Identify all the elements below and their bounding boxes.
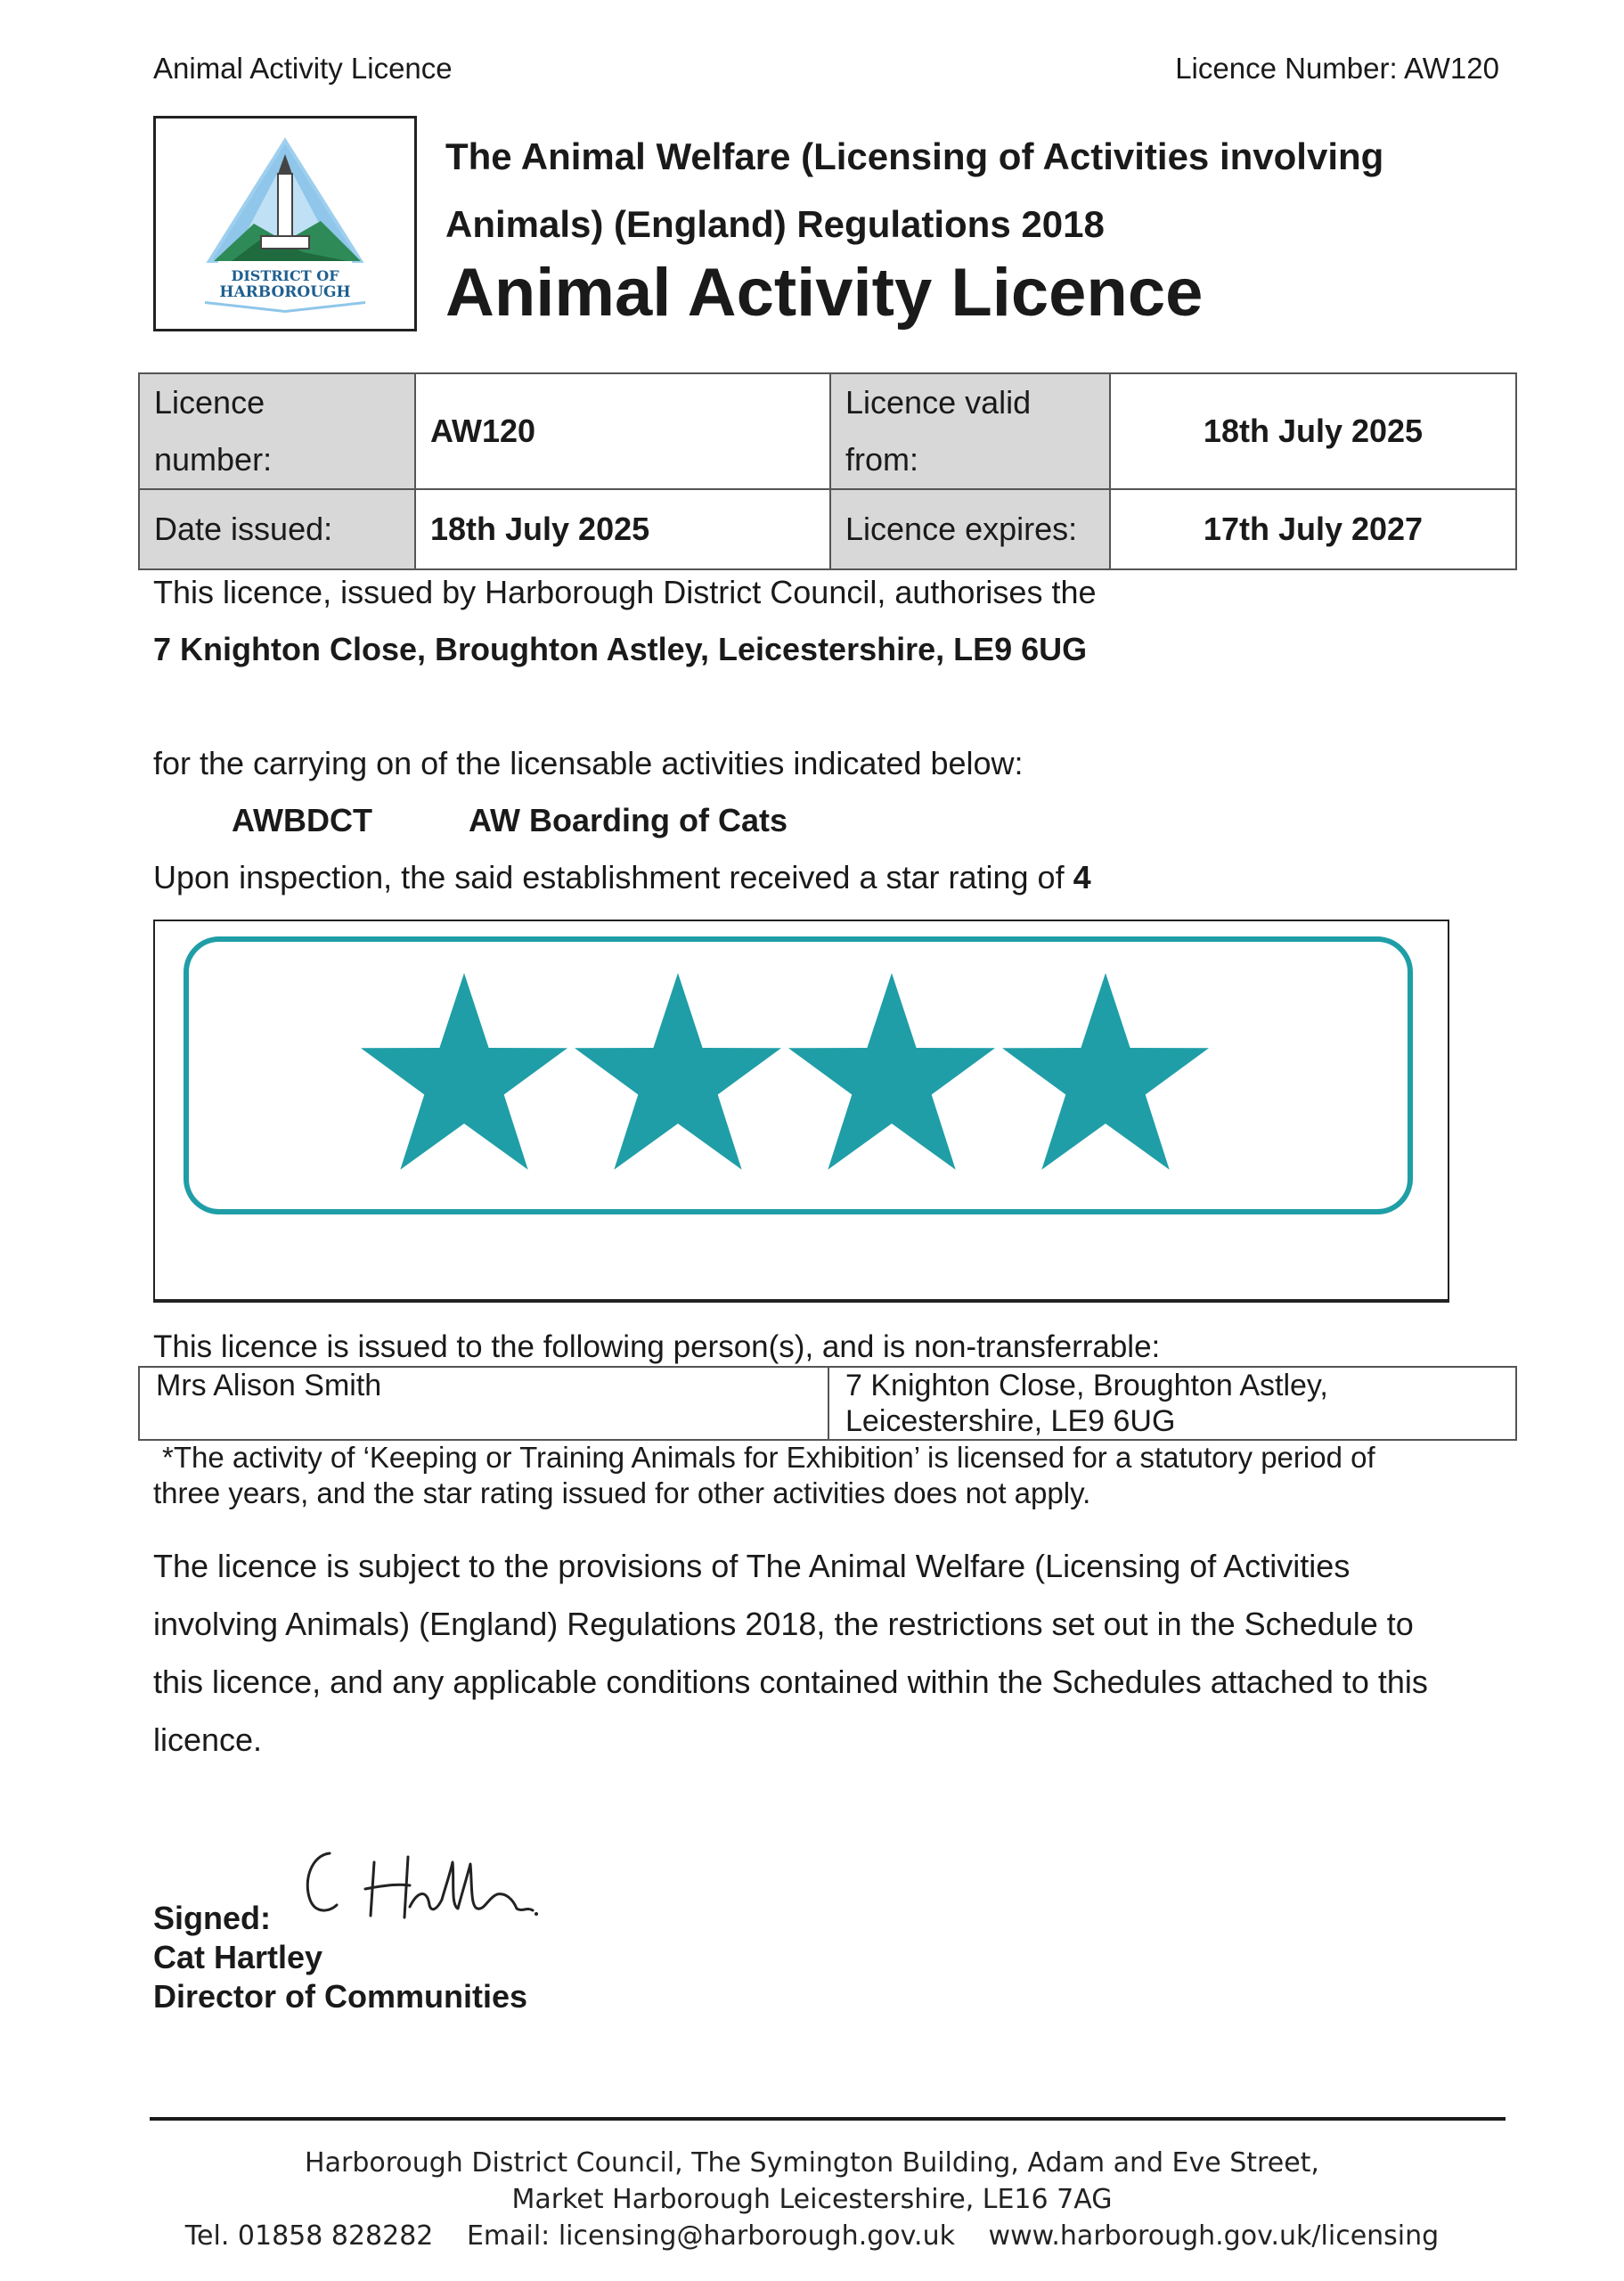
svg-text:DISTRICT OF: DISTRICT OF — [231, 267, 339, 284]
activity-name: AW Boarding of Cats — [469, 802, 788, 838]
svg-text:HARBOROUGH: HARBOROUGH — [219, 283, 351, 301]
footer-tel: Tel. 01858 828282 — [184, 2220, 434, 2252]
star-icon — [575, 973, 781, 1170]
footer-website[interactable]: www.harborough.gov.uk/licensing — [988, 2220, 1440, 2252]
footer-address-line1: Harborough District Council, The Symington Building, Adam and Eve Street, — [305, 2147, 1319, 2179]
activities-intro: for the carrying on of the licensable activities indicated below: — [153, 745, 1024, 781]
expires-value: 17th July 2027 — [1110, 489, 1516, 569]
provisions-text: The licence is subject to the provisions of The Animal Welfare (Licensing of Activities involving Animals) (England) Regulations 2018, the restrictions set out in the Schedule to this licence, and any applicable conditions contained within the Schedules attached to this licence. — [153, 1548, 1428, 1758]
holder-name: Mrs Alison Smith — [139, 1367, 828, 1440]
activity-code: AWBDCT — [232, 802, 372, 838]
signed-label: Signed: — [153, 1900, 271, 1936]
premises-address: 7 Knighton Close, Broughton Astley, Leicestershire, LE9 6UG — [153, 631, 1088, 667]
star-icon — [788, 973, 995, 1170]
handwritten-signature — [294, 1835, 552, 1934]
harborough-logo-icon — [156, 119, 414, 329]
date-issued-value: 18th July 2025 — [415, 489, 830, 569]
valid-from-label: Licence valid from: — [830, 373, 1110, 489]
persons-intro: This licence is issued to the following person(s), and is non-transferrable: — [153, 1329, 1161, 1364]
star-icon — [1002, 973, 1209, 1170]
star-rating-graphic — [155, 921, 1448, 1301]
holder-address: 7 Knighton Close, Broughton Astley, Leicestershire, LE9 6UG — [828, 1367, 1516, 1440]
council-logo — [153, 116, 417, 331]
star-rating-text: Upon inspection, the said establishment received a star rating of 4 — [153, 859, 1091, 895]
authorises-text: This licence, issued by Harborough District Council, authorises the — [153, 574, 1097, 610]
header-doc-title: Animal Activity Licence — [153, 52, 453, 85]
licence-holders-table — [138, 1366, 1517, 1441]
star-icon — [361, 973, 567, 1170]
page-title: Animal Activity Licence — [445, 255, 1204, 331]
star-rating-value: 4 — [1073, 859, 1091, 895]
footnote: *The activity of ‘Keeping or Training Animals for Exhibition’ is licensed for a statutory period of three years, and the star rating issued for other activities does not apply. — [153, 1441, 1375, 1509]
footer-contacts — [0, 2220, 1624, 2252]
valid-from-value: 18th July 2025 — [1110, 373, 1516, 489]
header-licence-number: Licence Number: AW120 — [1175, 52, 1499, 85]
licence-number-value: AW120 — [415, 373, 830, 489]
star-rating-box — [153, 920, 1449, 1303]
date-issued-label: Date issued: — [139, 489, 415, 569]
signatory-title: Director of Communities — [153, 1978, 528, 2015]
footer-address-line2: Market Harborough Leicestershire, LE16 7AG — [511, 2184, 1113, 2215]
licence-number-label: Licence number: — [139, 373, 415, 489]
signatory-name: Cat Hartley — [153, 1939, 323, 1975]
expires-label: Licence expires: — [830, 489, 1110, 569]
licence-info-table — [138, 372, 1517, 570]
footer-email[interactable]: Email: licensing@harborough.gov.uk — [466, 2220, 955, 2252]
footer-divider — [150, 2117, 1506, 2121]
regulations-title: The Animal Welfare (Licensing of Activities involving Animals) (England) Regulations 2018 — [445, 135, 1384, 245]
